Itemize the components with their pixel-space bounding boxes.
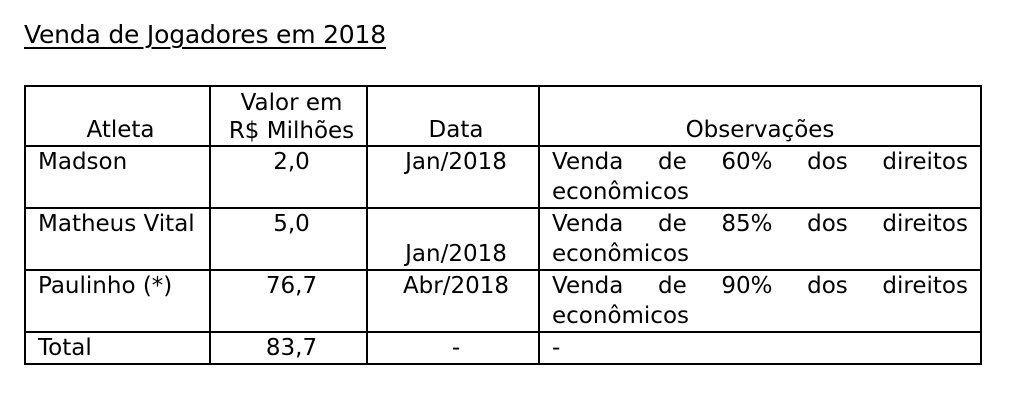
cell-observacoes bbox=[539, 208, 981, 270]
header-data: Data bbox=[367, 86, 539, 146]
table-total-row bbox=[25, 332, 981, 364]
obs-word: 60% bbox=[721, 149, 773, 175]
header-valor-line2: R$ Milhões bbox=[228, 118, 355, 144]
document-title: Venda de Jogadores em 2018 bbox=[24, 20, 386, 49]
obs-word: 85% bbox=[721, 211, 773, 237]
cell-data: Abr/2018 bbox=[367, 270, 539, 332]
table-row bbox=[25, 270, 981, 332]
cell-total-valor: 83,7 bbox=[210, 332, 367, 364]
cell-total-data: - bbox=[367, 332, 539, 364]
cell-valor: 76,7 bbox=[210, 270, 367, 332]
header-valor-line1: Valor em bbox=[240, 90, 343, 116]
obs-line1 bbox=[552, 271, 974, 301]
obs-word: Venda bbox=[552, 211, 624, 237]
obs-line2: econômicos bbox=[552, 241, 690, 267]
cell-observacoes bbox=[539, 146, 981, 208]
cell-data: Jan/2018 bbox=[367, 208, 539, 270]
cell-valor: 5,0 bbox=[210, 208, 367, 270]
cell-atleta: Matheus Vital bbox=[25, 208, 210, 270]
obs-line2: econômicos bbox=[552, 179, 690, 205]
obs-word: dos bbox=[807, 273, 848, 299]
cell-total-observacoes: - bbox=[539, 332, 981, 364]
header-atleta: Atleta bbox=[25, 86, 210, 146]
table-row bbox=[25, 146, 981, 208]
obs-word: direitos bbox=[882, 211, 968, 237]
header-valor bbox=[210, 86, 367, 146]
cell-data: Jan/2018 bbox=[367, 146, 539, 208]
obs-word: Venda bbox=[552, 149, 624, 175]
obs-word: Venda bbox=[552, 273, 624, 299]
obs-line1 bbox=[552, 209, 974, 239]
player-sales-table bbox=[24, 85, 982, 365]
cell-atleta: Paulinho (*) bbox=[25, 270, 210, 332]
obs-word: dos bbox=[807, 211, 848, 237]
cell-total-label: Total bbox=[25, 332, 210, 364]
header-observacoes: Observações bbox=[539, 86, 981, 146]
obs-word: direitos bbox=[882, 149, 968, 175]
cell-observacoes bbox=[539, 270, 981, 332]
obs-line2: econômicos bbox=[552, 303, 690, 329]
obs-word: de bbox=[658, 273, 687, 299]
obs-word: dos bbox=[807, 149, 848, 175]
obs-word: de bbox=[658, 149, 687, 175]
obs-word: 90% bbox=[721, 273, 773, 299]
table-row bbox=[25, 208, 981, 270]
table-header-row bbox=[25, 86, 981, 146]
cell-valor: 2,0 bbox=[210, 146, 367, 208]
obs-line1 bbox=[552, 147, 974, 177]
cell-atleta: Madson bbox=[25, 146, 210, 208]
obs-word: de bbox=[658, 211, 687, 237]
obs-word: direitos bbox=[882, 273, 968, 299]
